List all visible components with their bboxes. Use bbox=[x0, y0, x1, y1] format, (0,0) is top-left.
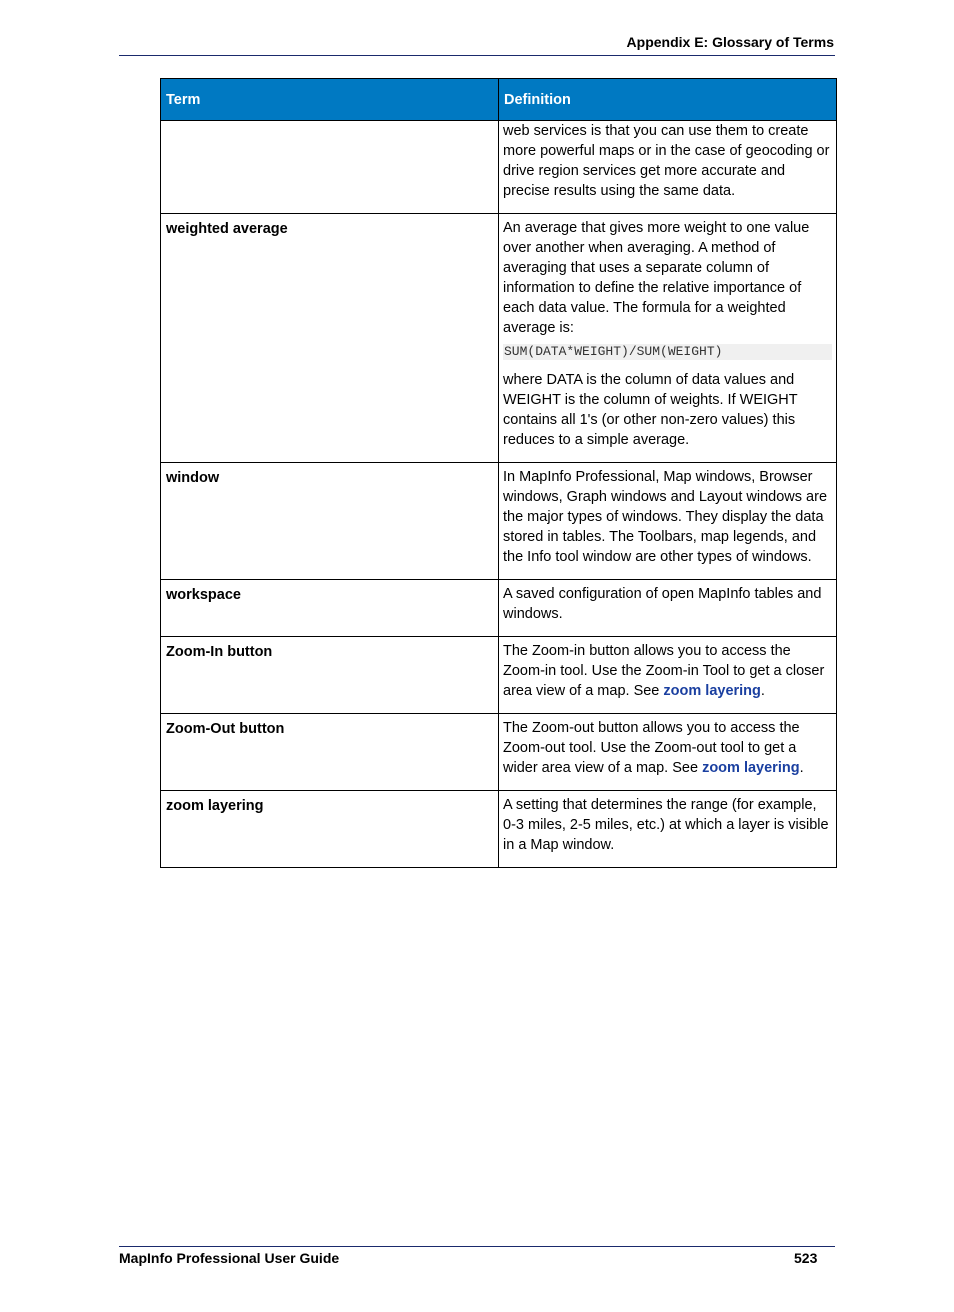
zoom-layering-link[interactable]: zoom layering bbox=[702, 760, 800, 776]
term-cell: zoom layering bbox=[161, 791, 499, 868]
definition-text-end: . bbox=[760, 683, 765, 699]
definition-text bbox=[503, 641, 832, 701]
zoom-layering-link[interactable]: zoom layering bbox=[663, 683, 761, 699]
header-divider bbox=[119, 55, 835, 56]
definition-cell bbox=[499, 791, 837, 868]
definition-text: web services is that you can use them to create more powerful maps or in the case of geocoding or drive region services get more accurate and precise results using the same data. bbox=[503, 123, 830, 199]
table-row bbox=[161, 714, 837, 791]
formula-code: SUM(DATA*WEIGHT)/SUM(WEIGHT) bbox=[503, 344, 832, 360]
definition-text: A saved configuration of open MapInfo tables and windows. bbox=[503, 586, 822, 622]
term-cell: window bbox=[161, 463, 499, 580]
table-row bbox=[161, 121, 837, 214]
term-cell: Zoom-In button bbox=[161, 637, 499, 714]
definition-text-start: The Zoom-out button allows you to access the Zoom-out tool. Use the Zoom-out tool to get a wider area view of a map. See bbox=[503, 720, 800, 776]
definition-cell bbox=[499, 463, 837, 580]
definition-cell bbox=[499, 121, 837, 214]
definition-cell bbox=[499, 214, 837, 463]
definition-text: An average that gives more weight to one value over another when averaging. A method of averaging that uses a separate column of information to define the relative importance of each data value. The formula for a weighted average is: bbox=[503, 220, 810, 336]
page-number: 523 bbox=[794, 1250, 818, 1266]
definition-text-end: . bbox=[799, 760, 804, 776]
term-cell: Zoom-Out button bbox=[161, 714, 499, 791]
table-row bbox=[161, 214, 837, 463]
definition-text-start: The Zoom-in button allows you to access the Zoom-in tool. Use the Zoom-in Tool to get a closer area view of a map. See bbox=[503, 643, 825, 699]
footer-divider bbox=[119, 1246, 835, 1247]
footer-guide-title: MapInfo Professional User Guide bbox=[119, 1250, 340, 1266]
term-cell: workspace bbox=[161, 580, 499, 637]
table-row bbox=[161, 463, 837, 580]
term-cell bbox=[161, 121, 499, 214]
definition-text: In MapInfo Professional, Map windows, Browser windows, Graph windows and Layout windows are the major types of windows. They display the data stored in tables. The Toolbars, map legends, and the Info tool window are other types of windows. bbox=[503, 469, 828, 565]
definition-text bbox=[503, 718, 832, 778]
table-row bbox=[161, 580, 837, 637]
running-header: Appendix E: Glossary of Terms bbox=[626, 34, 834, 50]
definition-cell bbox=[499, 714, 837, 791]
column-header-definition: Definition bbox=[499, 79, 837, 121]
definition-text: A setting that determines the range (for example, 0-3 miles, 2-5 miles, etc.) at which a layer is visible in a Map window. bbox=[503, 797, 829, 853]
column-header-term: Term bbox=[161, 79, 499, 121]
table-row bbox=[161, 791, 837, 868]
term-cell: weighted average bbox=[161, 214, 499, 463]
definition-cell bbox=[499, 580, 837, 637]
table-row bbox=[161, 637, 837, 714]
definition-cell bbox=[499, 637, 837, 714]
glossary-table bbox=[160, 78, 837, 868]
table-header-row bbox=[161, 79, 837, 121]
definition-text-continued: where DATA is the column of data values and WEIGHT is the column of weights. If WEIGHT contains all 1's (or other non-zero values) this reduces to a simple average. bbox=[503, 372, 798, 448]
